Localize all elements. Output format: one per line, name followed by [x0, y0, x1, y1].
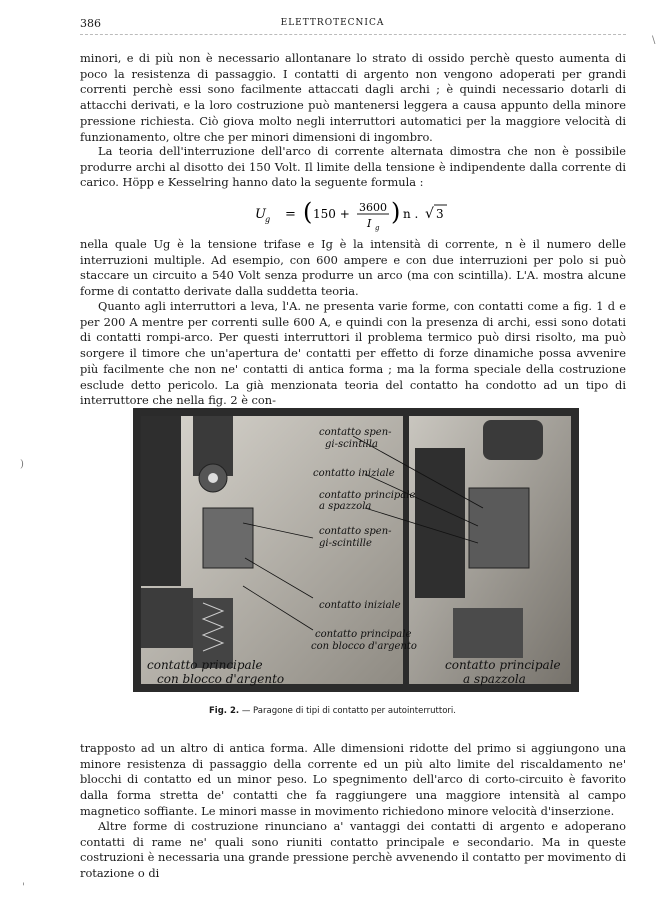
- formula: [255, 196, 475, 234]
- header-rule: [80, 34, 626, 35]
- paragraph-5: trapposto ad un altro di antica forma. Alle dimensioni ridotte del primo si aggiungono una minore resistenza di passaggio della corrente ed un più alto limite del riscaldamento ne' blocchi di contatto ed un minor peso. Lo spegnimento dell'arco di corto-circuito è favorito dalla forma stretta de' contatti che fa raggiungere una maggiore intensità al campo magnetico soffiante. Le minori masse in movimento richiedono minore velocità d'inserzione.: [80, 741, 626, 818]
- paragraph-1: minori, e di più non è necessario allontanare lo strato di ossido perchè questo aumenta di poco la resistenza di passaggio. I contatti di argento non vengono adoperati per grandi correnti perchè essi sono facilmente attaccati dagli archi ; è quindi necessario dotarli di attacchi derivati, e la loro costruzione può mantenersi leggera a causa appunto della minore pressione richiesta. Ciò giova molto negli interruttori automatici per la maggiore velocità di funzionamento, oltre che per minori dimensioni di ingombro.: [80, 51, 626, 144]
- formula-numerator: 3600: [359, 201, 387, 214]
- label-bottom-left-1: contatto principale: [147, 658, 263, 672]
- label-main-brush-right-2: a spazzola: [319, 501, 372, 512]
- figure-illustration: [133, 408, 579, 692]
- formula-lhs: U: [255, 207, 266, 222]
- right-frame-dark: [415, 448, 465, 598]
- label-main-block-left-2: con blocco d'argento: [311, 641, 417, 652]
- paragraph-3: nella quale Ug è la tensione trifase e Ig è la intensità di corrente, n è il numero delle interruzioni multiple. Ad esempio, con 600 ampere e con due interruzioni per polo si può staccare un circuito a 540 Volt senza produrre un arco (ma con scintilla). L'A. mostra alcune forme di contatto derivate dalla suddetta teoria.: [80, 237, 626, 299]
- formula-graphic: [255, 196, 475, 234]
- label-top-right-2: gi-scintilla: [325, 439, 378, 450]
- page-number: 386: [80, 17, 101, 30]
- pivot-left-center: [208, 473, 218, 483]
- label-bottom-left-2: con blocco d'argento: [157, 672, 285, 686]
- left-frame-dark: [141, 416, 181, 586]
- label-bottom-right-2: a spazzola: [463, 672, 526, 686]
- figure-caption: [0, 706, 665, 716]
- left-mechanism: [203, 508, 253, 568]
- label-main-block-left-1: contatto principale: [315, 629, 412, 640]
- formula-den-var: I: [367, 217, 372, 230]
- right-contact-top: [483, 420, 543, 460]
- formula-radicand: 3: [436, 207, 444, 221]
- formula-eq: =: [285, 207, 296, 222]
- caption-label: Fig. 2.: [209, 706, 240, 716]
- formula-radical: √: [425, 206, 434, 222]
- label-spark-left-2: gi-scintille: [319, 538, 372, 549]
- running-title: ELETTROTECNICA: [280, 18, 385, 28]
- right-brush-contact: [469, 488, 529, 568]
- margin-mark-1: \: [652, 35, 656, 46]
- paragraph-6: Altre forme di costruzione rinunciano a' vantaggi dei contatti di argento e adoperano contatti di rame ne' quali sono riuniti contatto principale e secondario. Ma in queste costruzioni è necessaria una grande pressione perchè avvenendo il contatto per movimento di rotazione o di: [80, 819, 626, 881]
- formula-open-paren: (: [303, 198, 313, 226]
- label-initial-right: contatto iniziale: [313, 468, 395, 479]
- formula-close-paren: ): [391, 198, 401, 226]
- paragraph-4: Quanto agli interruttori a leva, l'A. ne presenta varie forme, con contatti come a fig. 1 d e per 200 A mentre per correnti sulle 600 A, e quindi con la presenza di archi, essi sono dotati di contatti rompi-arco. Per questi interruttori il problema termico può dirsi risolto, ma può sorgere il timore che un'apertura de' contatti per effetto di forze dinamiche possa avvenire più facilmente che non ne' contatti di antica forma ; ma la forma speciale della costruzione esclude detto pericolo. La già menzionata teoria del contatto ha condotto ad un tipo di interruttore che nella fig. 2 è con-: [80, 299, 626, 408]
- caption-text: — Paragone di tipi di contatto per autointerruttori.: [241, 706, 456, 716]
- paragraph-2: La teoria dell'interruzione dell'arco di corrente alternata dimostra che non è possibile produrre archi al disotto dei 150 Volt. Il limite della tensione è indipendente dalla corrente di carico. Höpp e Kesselring hanno dato la seguente formula :: [80, 144, 626, 190]
- label-spark-left-1: contatto spen-: [319, 526, 392, 537]
- figure-2-photo: [133, 408, 579, 692]
- left-base: [141, 588, 193, 648]
- formula-mult: n .: [403, 207, 419, 221]
- margin-mark-2: ): [20, 459, 24, 470]
- label-initial-left: contatto iniziale: [319, 600, 401, 611]
- label-top-right-1: contatto spen-: [319, 427, 392, 438]
- margin-mark-3: ': [22, 882, 25, 893]
- formula-const: 150 +: [313, 207, 350, 221]
- formula-den-sub: g: [375, 224, 380, 232]
- label-main-brush-right-1: contatto principale: [319, 490, 416, 501]
- label-bottom-right-1: contatto principale: [445, 658, 561, 672]
- right-base: [453, 608, 523, 658]
- formula-lhs-sub: g: [265, 215, 271, 224]
